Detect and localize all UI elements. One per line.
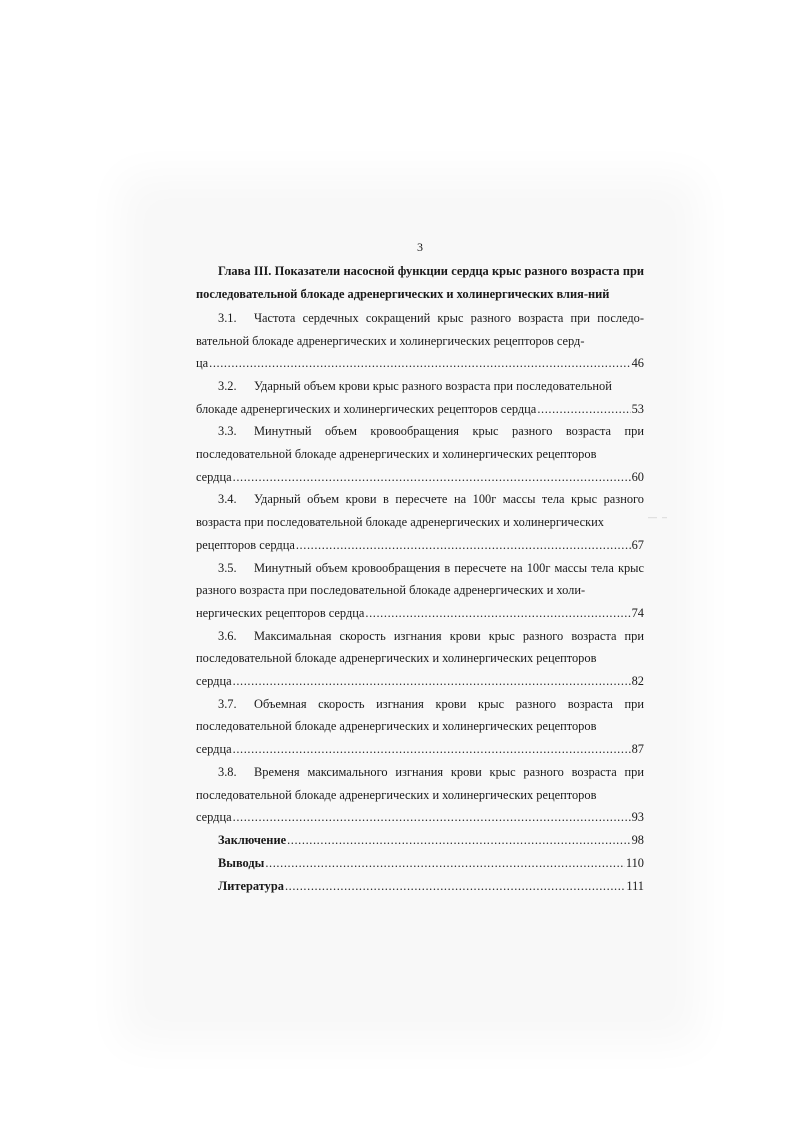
section-tail-text: сердца <box>196 810 232 825</box>
section-page-number: 53 <box>631 401 644 416</box>
section-number: 3.1. <box>218 310 237 325</box>
section-tail-text: сердца <box>196 742 232 757</box>
chapter-title: Глава III. Показатели насосной функции сердца крыс разного возраста при последовательной блокаде адренергических и холинергических влия-ний <box>196 264 644 302</box>
dot-leader <box>296 534 631 557</box>
section-number: 3.7. <box>218 696 237 711</box>
section-tail-line <box>196 806 644 829</box>
dot-leader <box>287 829 631 852</box>
end-item-label: Заключение <box>218 832 287 847</box>
dot-leader <box>209 352 630 375</box>
dot-leader <box>233 806 631 829</box>
toc-findings[interactable] <box>196 852 644 875</box>
end-item-label: Выводы <box>218 855 265 870</box>
section-number: 3.6. <box>218 628 237 643</box>
section-number: 3.3. <box>218 424 237 439</box>
dot-leader <box>233 466 631 489</box>
section-tail-text: рецепторов сердца <box>196 537 295 552</box>
toc-section-3-6[interactable] <box>196 625 644 693</box>
section-text: Минутный объем кровообращения в пересчете на 100г массы тела крыс разного возраста при последовательной блокаде адренергических и холи- <box>196 560 644 598</box>
section-tail-text: блокаде адренергических и холинергических рецепторов сердца <box>196 401 537 416</box>
section-number: 3.5. <box>218 560 237 575</box>
page-number: 3 <box>417 240 423 254</box>
toc-section-3-5[interactable] <box>196 557 644 625</box>
section-page-number: 87 <box>631 742 644 757</box>
end-item-label: Литература <box>218 878 284 893</box>
section-text: Временя максимального изгнания крови крыс разного возраста при последовательной блокаде адренергических и холинергических рецепторов <box>196 764 644 802</box>
section-page-number: 74 <box>631 605 644 620</box>
section-number: 3.8. <box>218 764 237 779</box>
section-tail-line <box>196 602 644 625</box>
section-page-number: 82 <box>631 674 644 689</box>
toc-section-3-1[interactable] <box>196 307 644 375</box>
toc-section-3-4[interactable] <box>196 488 644 556</box>
dot-leader <box>285 875 625 898</box>
section-tail-line <box>196 398 644 421</box>
section-page-number: 67 <box>631 537 644 552</box>
toc-conclusion[interactable] <box>196 829 644 852</box>
section-page-number: 93 <box>631 810 644 825</box>
section-tail-text: нергических рецепторов сердца <box>196 605 365 620</box>
section-text: Ударный объем крови крыс разного возраста при последовательной <box>254 378 612 393</box>
section-text: Максимальная скорость изгнания крови крыс разного возраста при последовательной блокаде адренергических и холинергических рецепторов <box>196 628 644 666</box>
section-page-number: 60 <box>631 469 644 484</box>
end-item-page-number: 98 <box>631 832 644 847</box>
section-number: 3.4. <box>218 492 237 507</box>
toc-literature[interactable] <box>196 875 644 898</box>
dot-leader <box>537 398 630 421</box>
toc-section-3-8[interactable] <box>196 761 644 829</box>
section-text: Ударный объем крови в пересчете на 100г массы тела крыс разного возраста при последовательной блокаде адренергических и холинергических <box>196 492 644 530</box>
section-tail-line <box>196 466 644 489</box>
dot-leader <box>265 852 625 875</box>
scan-artifact-mark: — – <box>648 512 668 522</box>
section-tail-line <box>196 534 644 557</box>
toc-section-3-2[interactable] <box>196 375 644 420</box>
dot-leader <box>233 738 631 761</box>
section-page-number: 46 <box>631 356 644 371</box>
table-of-contents <box>196 260 644 898</box>
section-text: Объемная скорость изгнания крови крыс разного возраста при последовательной блокаде адренергических и холинергических рецепторов <box>196 696 644 734</box>
section-text: Минутный объем кровообращения крыс разного возраста при последовательной блокаде адренергических и холинергических рецепторов <box>196 424 644 462</box>
toc-section-3-3[interactable] <box>196 420 644 488</box>
dot-leader <box>365 602 630 625</box>
section-text: Частота сердечных сокращений крыс разного возраста при последо-вательной блокаде адренергических и холинергических рецепторов серд- <box>196 310 644 348</box>
dot-leader <box>233 670 631 693</box>
section-tail-text: ца <box>196 356 209 371</box>
toc-section-3-7[interactable] <box>196 693 644 761</box>
end-item-page-number: 110 <box>625 855 644 870</box>
section-tail-line <box>196 738 644 761</box>
section-number: 3.2. <box>218 378 237 393</box>
end-item-page-number: 111 <box>626 878 644 893</box>
section-tail-text: сердца <box>196 469 232 484</box>
section-tail-line <box>196 670 644 693</box>
section-tail-text: сердца <box>196 674 232 689</box>
section-tail-line <box>196 352 644 375</box>
